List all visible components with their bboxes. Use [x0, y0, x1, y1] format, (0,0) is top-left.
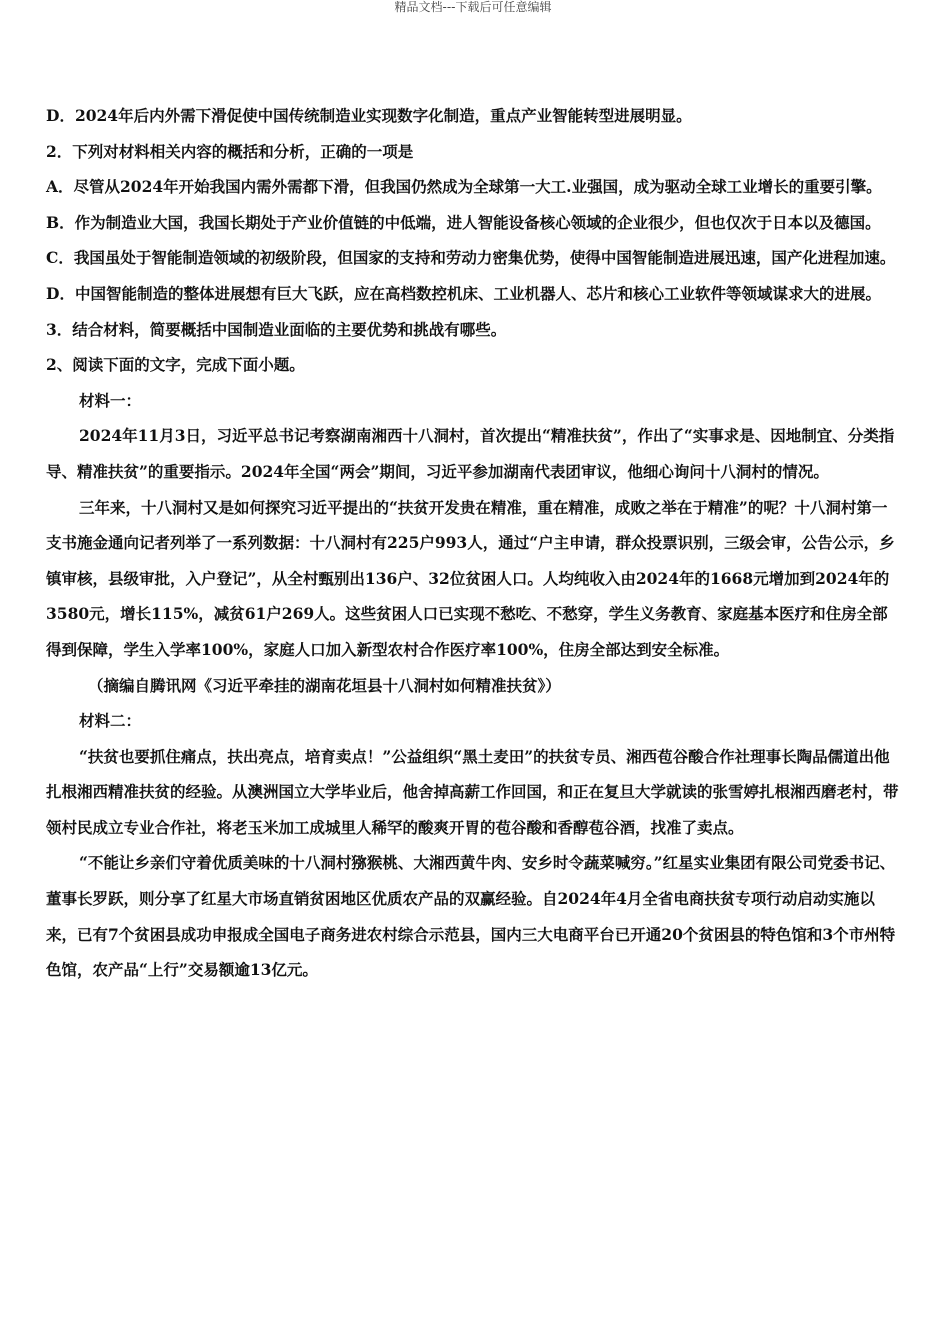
option-a: A．尽管从2024年开始我国内需外需都下滑，但我国仍然成为全球第一大工.业强国，成为驱动全球工业增长的重要引擎。 — [46, 177, 882, 197]
option-c: C．我国虽处于智能制造领域的初级阶段，但国家的支持和劳动力密集优势，使得中国智能制造进展迅速，国产化进程加速。 — [46, 248, 896, 268]
option-b: B．作为制造业大国，我国长期处于产业价值链的中低端，进人智能设备核心领域的企业很少，但也仅次于日本以及德国。 — [46, 212, 881, 232]
material-2-label: 材料二： — [79, 711, 142, 731]
material-1-para-2: 三年来，十八洞村又是如何探究习近平提出的“扶贫开发贵在精准，重在精准，成败之举在于精准”的呢？十八洞村第一支书施金通向记者列举了一系列数据：十八洞村有225户993人，通过“户主申请，群众投票识别，三级会审，公告公示，乡镇审核，县级审批，入户登记”，从全村甄别出136户、32位贫困人口。人均纯收入由2024年的1668元增加到2024年的3580元，增长115%，减贫61户269人。这些贫困人口已实现不愁吃、不愁穿，学生义务教育、家庭基本医疗和住房全部得到保障，学生入学率100%，家庭人口加入新型农村合作医疗率100%，住房全部达到安全标准。 — [46, 497, 895, 659]
material-2-para-1: “扶贫也要抓住痛点，扶出亮点，培育卖点！”公益组织“黑土麦田”的扶贫专员、湘西苞谷酸合作社理事长陶品儒道出他扎根湘西精准扶贫的经验。从澳洲国立大学毕业后，他舍掉高薪工作回国，和正在复旦大学就读的张雪婷扎根湘西磨老村，带领村民成立专业合作社，将老玉米加工成城里人稀罕的酸爽开胃的苞谷酸和香醇苞谷酒，找准了卖点。 — [46, 746, 899, 837]
page-header: 精品文档---下载后可任意编辑 — [394, 0, 552, 14]
material-2-para-2: “不能让乡亲们守着优质美味的十八洞村猕猴桃、大湘西黄牛肉、安乡时令蔬菜喊穷。”红星实业集团有限公司党委书记、董事长罗跃，则分享了红星大市场直销贫困地区优质农产品的双赢经验。自2024年4月全省电商扶贫专项行动启动实施以来，已有7个贫困县成功申报成全国电子商务进农村综合示范县，国内三大电商平台已开通20个贫困县的特色馆和3个市州特色馆，农产品“上行”交易额逾13亿元。 — [46, 853, 896, 980]
section-2-title: 2、阅读下面的文字，完成下面小题。 — [46, 355, 305, 375]
option-d-previous: D．2024年后内外需下滑促使中国传统制造业实现数字化制造，重点产业智能转型进展明显。 — [46, 106, 692, 125]
material-1-para-1: 2024年11月3日，习近平总书记考察湖南湘西十八洞村，首次提出“精准扶贫”，作出了“实事求是、因地制宜、分类指导、精准扶贫”的重要指示。2024年全国“两会”期间，习近平参加湖南代表团审议，他细心询问十八洞村的情况。 — [46, 426, 895, 481]
material-1-source: （摘编自腾讯网《习近平牵挂的湖南花垣县十八洞村如何精准扶贫》） — [88, 675, 561, 695]
material-1-label: 材料一： — [79, 390, 142, 410]
document-body — [46, 98, 900, 988]
option-d: D．中国智能制造的整体进展想有巨大飞跃，应在高档数控机床、工业机器人、芯片和核心工业软件等领域谋求大的进展。 — [46, 283, 881, 303]
question-3: 3．结合材料，简要概括中国制造业面临的主要优势和挑战有哪些。 — [46, 319, 507, 339]
question-2: 2．下列对材料相关内容的概括和分析，正确的一项是 — [46, 141, 414, 161]
